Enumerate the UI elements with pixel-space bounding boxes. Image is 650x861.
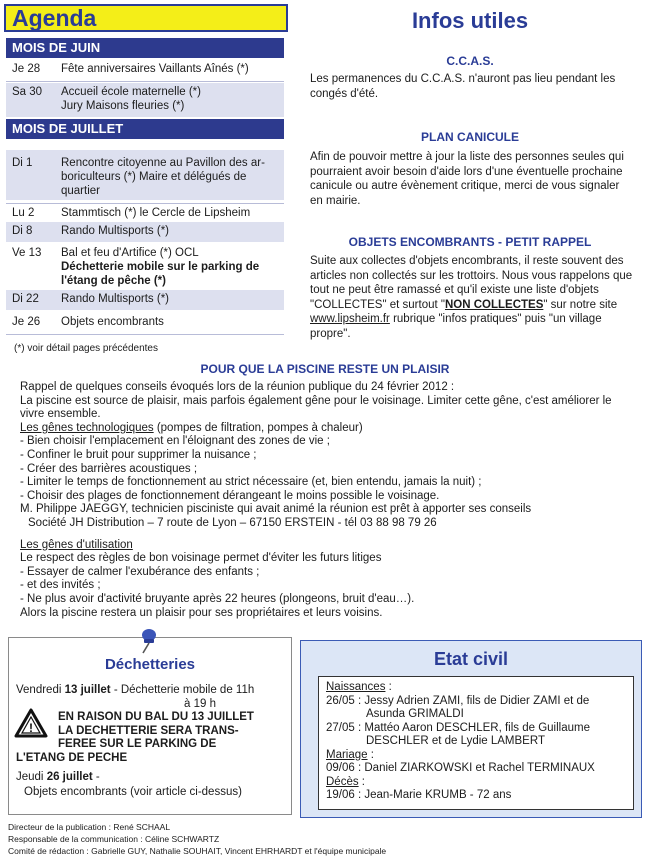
- naissances-heading: Naissances: [326, 681, 386, 693]
- agenda-event: Rando Multisports (*): [61, 293, 170, 305]
- agenda-event: Jury Maisons fleuries (*): [61, 100, 185, 112]
- non-collectes-emphasis: NON COLLECTES: [444, 298, 544, 311]
- agenda-event: Accueil école maternelle (*): [61, 86, 201, 98]
- month-bar-june: MOIS DE JUIN: [6, 38, 284, 58]
- etat-civil-title: Etat civil: [433, 649, 509, 669]
- text-line: Les permanences du C.C.A.S. n'auront pas lieu pendant les: [310, 73, 616, 85]
- deces-heading: Décès: [326, 775, 359, 788]
- list-item: - Créer des barrières acoustiques ;: [20, 462, 198, 475]
- text-segment: Jeudi: [16, 771, 47, 783]
- text-segment: :: [367, 748, 374, 761]
- agenda-day: Di 22: [12, 293, 39, 305]
- text-segment: rubrique "infos pratiques" puis "un village: [389, 313, 602, 325]
- tech-title: Les gênes technologiques: [20, 421, 154, 434]
- text-line: Asunda GRIMALDI: [366, 708, 464, 720]
- list-item: - Bien choisir l'emplacement en l'éloignant des zones de vie ;: [20, 435, 330, 448]
- list-item: - Confiner le bruit pour supprimer la nuisance ;: [20, 448, 257, 461]
- ccas-body: [310, 72, 640, 101]
- agenda-event: boriculteurs (*) Maire et délégués de: [61, 171, 247, 183]
- ccas-title: C.C.A.S.: [446, 54, 494, 68]
- agenda-title: Agenda: [4, 4, 288, 32]
- agenda-day: Je 26: [12, 316, 41, 328]
- date-bold: 26 juillet: [46, 771, 93, 783]
- text-line: [310, 312, 640, 327]
- svg-text:!: !: [29, 721, 33, 735]
- dechetteries-line: à 19 h: [184, 698, 216, 710]
- list-item: - Limiter le temps de fonctionnement au strict nécessaire (et, bien entendu, jamais la nuit) ;: [20, 476, 482, 489]
- text-line: 19/06 : Jean-Marie KRUMB - 72 ans: [326, 789, 512, 801]
- text-line: Rappel de quelques conseils évoqués lors de la réunion publique du 24 février 2012 :: [20, 381, 455, 393]
- list-item: - Ne plus avoir d'activité bruyante après 22 heures (plongeons, bruit d'eau…).: [20, 592, 415, 605]
- agenda-event: Bal et feu d'Artifice (*) OCL: [61, 247, 199, 259]
- text-segment: (pompes de filtration, pompes à chaleur): [153, 421, 363, 434]
- canicule-title: PLAN CANICULE: [421, 130, 519, 144]
- encombrants-body: [310, 254, 640, 341]
- agenda-row: [6, 313, 284, 333]
- agenda-note: (*) voir détail pages précédentes: [14, 343, 158, 354]
- agenda-event: quartier: [61, 185, 100, 197]
- warning-line: LA DECHETTERIE SERA TRANS-: [58, 724, 239, 737]
- piscine-body: [20, 381, 645, 620]
- agenda-day: Ve 13: [12, 247, 42, 259]
- dechetteries-line: Objets encombrants (voir article ci-dessus): [24, 786, 242, 798]
- agenda-event: Objets encombrants: [61, 316, 164, 328]
- agenda-event: Rencontre citoyenne au Pavillon des ar-: [61, 157, 265, 169]
- agenda-row: [6, 290, 284, 310]
- text-segment: "COLLECTES" et surtout ": [310, 298, 445, 311]
- text-line: articles non collectés sur les trottoirs. Nous vous rappelons que: [310, 269, 633, 282]
- agenda-event-group: [61, 156, 281, 198]
- agenda-event: Fête anniversaires Vaillants Aînés (*): [61, 63, 249, 75]
- agenda-event: Déchetterie mobile sur le parking de: [61, 261, 260, 273]
- pushpin-icon: [135, 627, 161, 655]
- agenda-row: [6, 244, 284, 290]
- text-line: canicule ou autre évènement critique, merci de vous signaler: [310, 180, 620, 192]
- warning-line: EN RAISON DU BAL DU 13 JUILLET: [58, 711, 254, 723]
- footer-line: Responsable de la communication : Céline SCHWARTZ: [8, 834, 220, 844]
- list-item: Société JH Distribution – 7 route de Lyon – 67150 ERSTEIN - tél 03 88 98 79 26: [28, 516, 437, 529]
- etat-civil-content: [326, 681, 630, 803]
- dechetteries-line: [16, 771, 100, 785]
- text-line: DESCHLER et de Lydie LAMBERT: [366, 735, 545, 747]
- warning-message: [58, 711, 290, 752]
- warning-triangle-icon: [14, 708, 48, 738]
- agenda-day: Sa 30: [12, 86, 43, 98]
- encombrants-title: OBJETS ENCOMBRANTS - PETIT RAPPEL: [348, 235, 592, 249]
- text-line: 27/05 : Mattéo Aaron DESCHLER, fils de Guillaume: [326, 721, 590, 734]
- dechetteries-line: [16, 684, 288, 698]
- divider: [6, 334, 284, 335]
- list-item: Alors la piscine restera un plaisir pour ses propriétaires et leurs voisins.: [20, 606, 383, 619]
- canicule-body: [310, 150, 640, 208]
- list-item: M. Philippe JAEGGY, technicien pisciniste qui avait animé la réunion est prêt à apporter ses conseils: [20, 503, 532, 516]
- divider: [6, 81, 284, 82]
- text-segment: Vendredi: [16, 684, 65, 696]
- mariage-heading: Mariage: [326, 748, 368, 761]
- text-line: Suite aux collectes d'objets encombrants, il reste souvent des: [310, 255, 624, 267]
- text-line: tout ne peut être ramassé et qu'il existe une liste d'objets: [310, 284, 599, 296]
- text-line: propre".: [310, 327, 351, 340]
- agenda-row: [6, 204, 284, 222]
- infos-title: Infos utiles: [411, 8, 529, 33]
- spacer: [20, 531, 645, 539]
- dechetteries-title: Déchetteries: [104, 656, 196, 673]
- piscine-title: POUR QUE LA PISCINE RESTE UN PLAISIR: [200, 362, 450, 376]
- website-link[interactable]: www.lipsheim.fr: [310, 313, 390, 325]
- agenda-row: [6, 222, 284, 242]
- text-line: La piscine est source de plaisir, mais parfois également gêne pour le voisinage. Limiter cette gêne, c'est améliorer le: [20, 394, 612, 407]
- text-line: [326, 776, 630, 790]
- text-segment: :: [358, 775, 365, 788]
- text-line: 09/06 : Daniel ZIARKOWSKI et Rachel TERMINAUX: [326, 762, 595, 774]
- agenda-day: Lu 2: [12, 207, 35, 219]
- footer-line: Comité de rédaction : Gabrielle GUY, Nathalie SOUHAIT, Vincent EHRHARDT et l'équipe municipale: [8, 846, 387, 856]
- agenda-event-group: [61, 246, 281, 288]
- text-line: 26/05 : Jessy Adrien ZAMI, fils de Didier ZAMI et de: [326, 694, 590, 707]
- text-line: Afin de pouvoir mettre à jour la liste des personnes seules qui: [310, 151, 624, 163]
- list-item: - Essayer de calmer l'exubérance des enfants ;: [20, 565, 260, 578]
- agenda-day: Di 8: [12, 225, 33, 237]
- text-line: pourraient avoir besoin d'aide lors d'une éventuelle prochaine: [310, 165, 623, 178]
- util-title: Les gênes d'utilisation: [20, 538, 133, 551]
- agenda-row: [6, 83, 284, 117]
- agenda-event: l'étang de pêche (*): [61, 275, 166, 287]
- text-line: [326, 681, 630, 695]
- warning-line: L'ETANG DE PECHE: [16, 752, 128, 764]
- list-item: - et des invités ;: [20, 579, 101, 592]
- warning-line: FEREE SUR LE PARKING DE: [58, 738, 217, 750]
- text-segment: " sur notre site: [543, 298, 618, 311]
- agenda-day: Di 1: [12, 157, 33, 169]
- date-bold: 13 juillet: [64, 684, 111, 696]
- agenda-event: Rando Multisports (*): [61, 225, 170, 237]
- month-bar-july: MOIS DE JUILLET: [6, 119, 284, 139]
- list-item: Le respect des règles de bon voisinage permet d'éviter les futurs litiges: [20, 552, 382, 565]
- list-item: - Choisir des plages de fonctionnement dérangeant le moins possible le voisinage.: [20, 489, 440, 502]
- agenda-row: [6, 60, 284, 80]
- text-line: [20, 422, 645, 436]
- text-segment: - Déchetterie mobile de 11h: [110, 684, 255, 696]
- text-line: [310, 298, 640, 313]
- text-segment: -: [92, 771, 100, 783]
- agenda-row: [6, 150, 284, 200]
- text-segment: :: [385, 681, 392, 693]
- agenda-event: Stammtisch (*) le Cercle de Lipsheim: [61, 207, 251, 219]
- text-line: vivre ensemble.: [20, 408, 101, 421]
- text-line: congés d'été.: [310, 87, 379, 100]
- agenda-event-group: [61, 85, 281, 113]
- footer-line: Directeur de la publication : René SCHAAL: [8, 822, 171, 832]
- text-line: [326, 749, 630, 763]
- text-line: en mairie.: [310, 194, 361, 207]
- agenda-day: Je 28: [12, 63, 41, 75]
